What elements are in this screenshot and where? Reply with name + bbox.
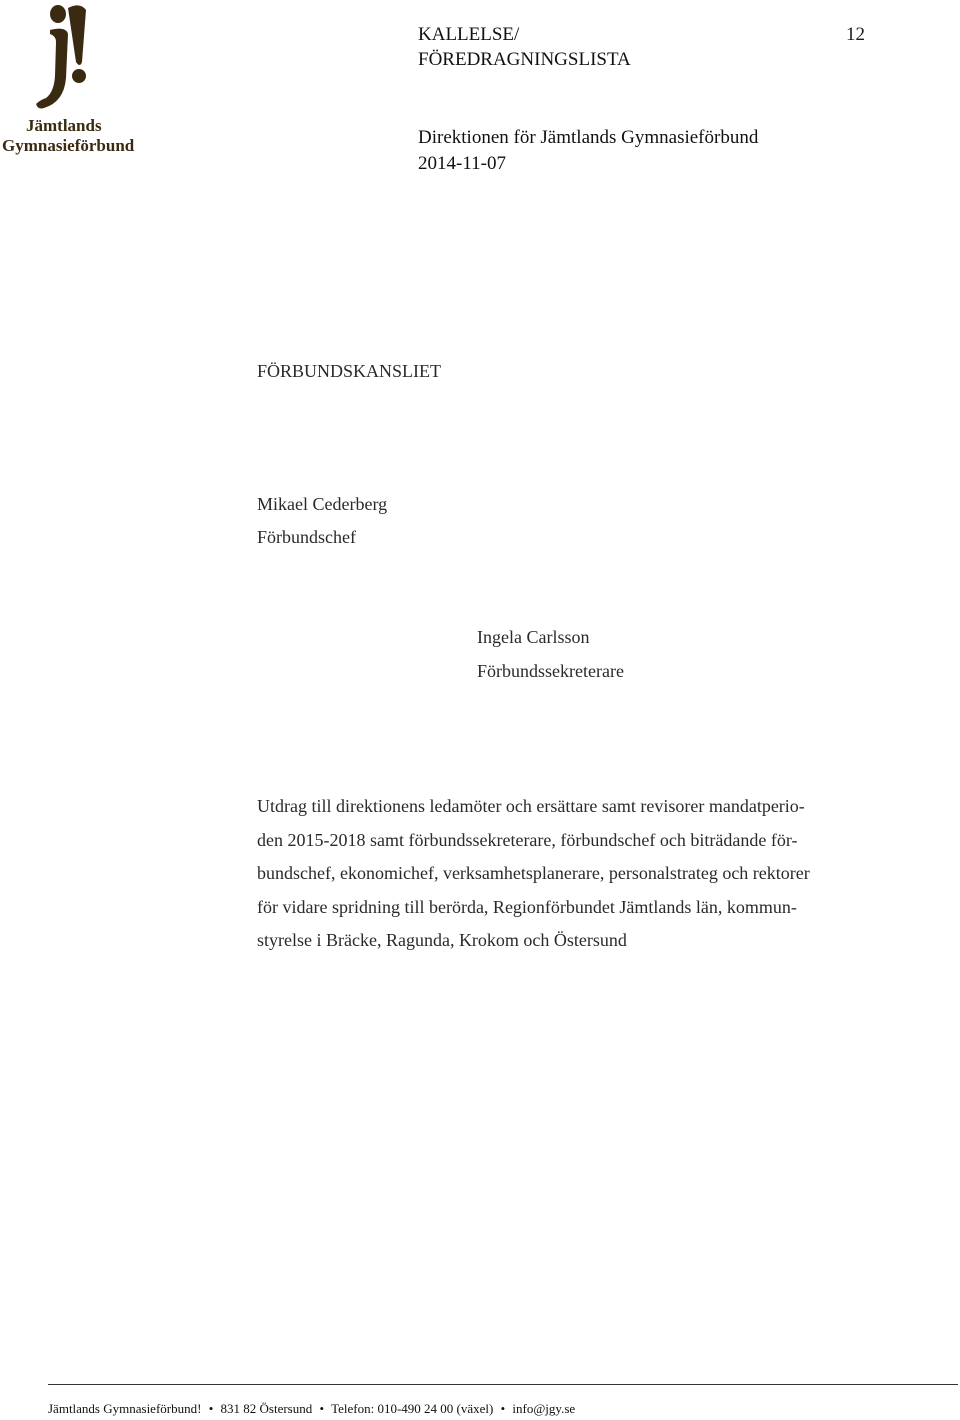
organization-logo — [0, 0, 140, 160]
recipient-name-2: Ingela Carlsson — [477, 627, 590, 647]
logo-line1: Jämtlands — [26, 116, 102, 135]
footer-org: Jämtlands Gymnasieförbund! — [48, 1401, 202, 1416]
paragraph-line: Utdrag till direktionens ledamöter och ersättare samt revisorer mandatperio- — [257, 796, 805, 816]
logo-graphic — [0, 0, 140, 160]
footer-email: info@jgy.se — [512, 1401, 576, 1416]
paragraph-line: den 2015-2018 samt förbundssekreterare, förbundschef och biträdande för- — [257, 829, 798, 850]
bullet-separator: • — [500, 1401, 506, 1416]
document-type-line1: KALLELSE/ — [418, 24, 520, 45]
document-type-line2: FÖREDRAGNINGSLISTA — [418, 49, 631, 70]
recipient-name-1: Mikael Cederberg — [257, 494, 388, 514]
recipient-title-1: Förbundschef — [257, 527, 356, 547]
footer-phone: Telefon: 010-490 24 00 (växel) — [331, 1401, 494, 1416]
organization-name: Direktionen för Jämtlands Gymnasieförbund — [418, 127, 759, 148]
department-heading: FÖRBUNDSKANSLIET — [257, 361, 442, 381]
footer-divider — [48, 1384, 958, 1385]
bullet-separator: • — [319, 1401, 325, 1416]
distribution-paragraph — [257, 790, 857, 958]
logo-line2: Gymnasieförbund — [2, 136, 135, 155]
paragraph-line: styrelse i Bräcke, Ragunda, Krokom och Östersund — [257, 930, 627, 950]
footer — [48, 1401, 575, 1417]
paragraph-line: för vidare spridning till berörda, Regionförbundet Jämtlands län, kommun- — [257, 896, 797, 917]
bullet-separator: • — [208, 1401, 214, 1416]
paragraph-line: bundschef, ekonomichef, verksamhetsplanerare, personalstrateg och rektorer — [257, 863, 810, 883]
footer-address: 831 82 Östersund — [220, 1401, 313, 1416]
recipient-title-2: Förbundssekreterare — [477, 661, 624, 681]
page-number: 12 — [846, 24, 865, 45]
meeting-date: 2014-11-07 — [418, 153, 506, 174]
